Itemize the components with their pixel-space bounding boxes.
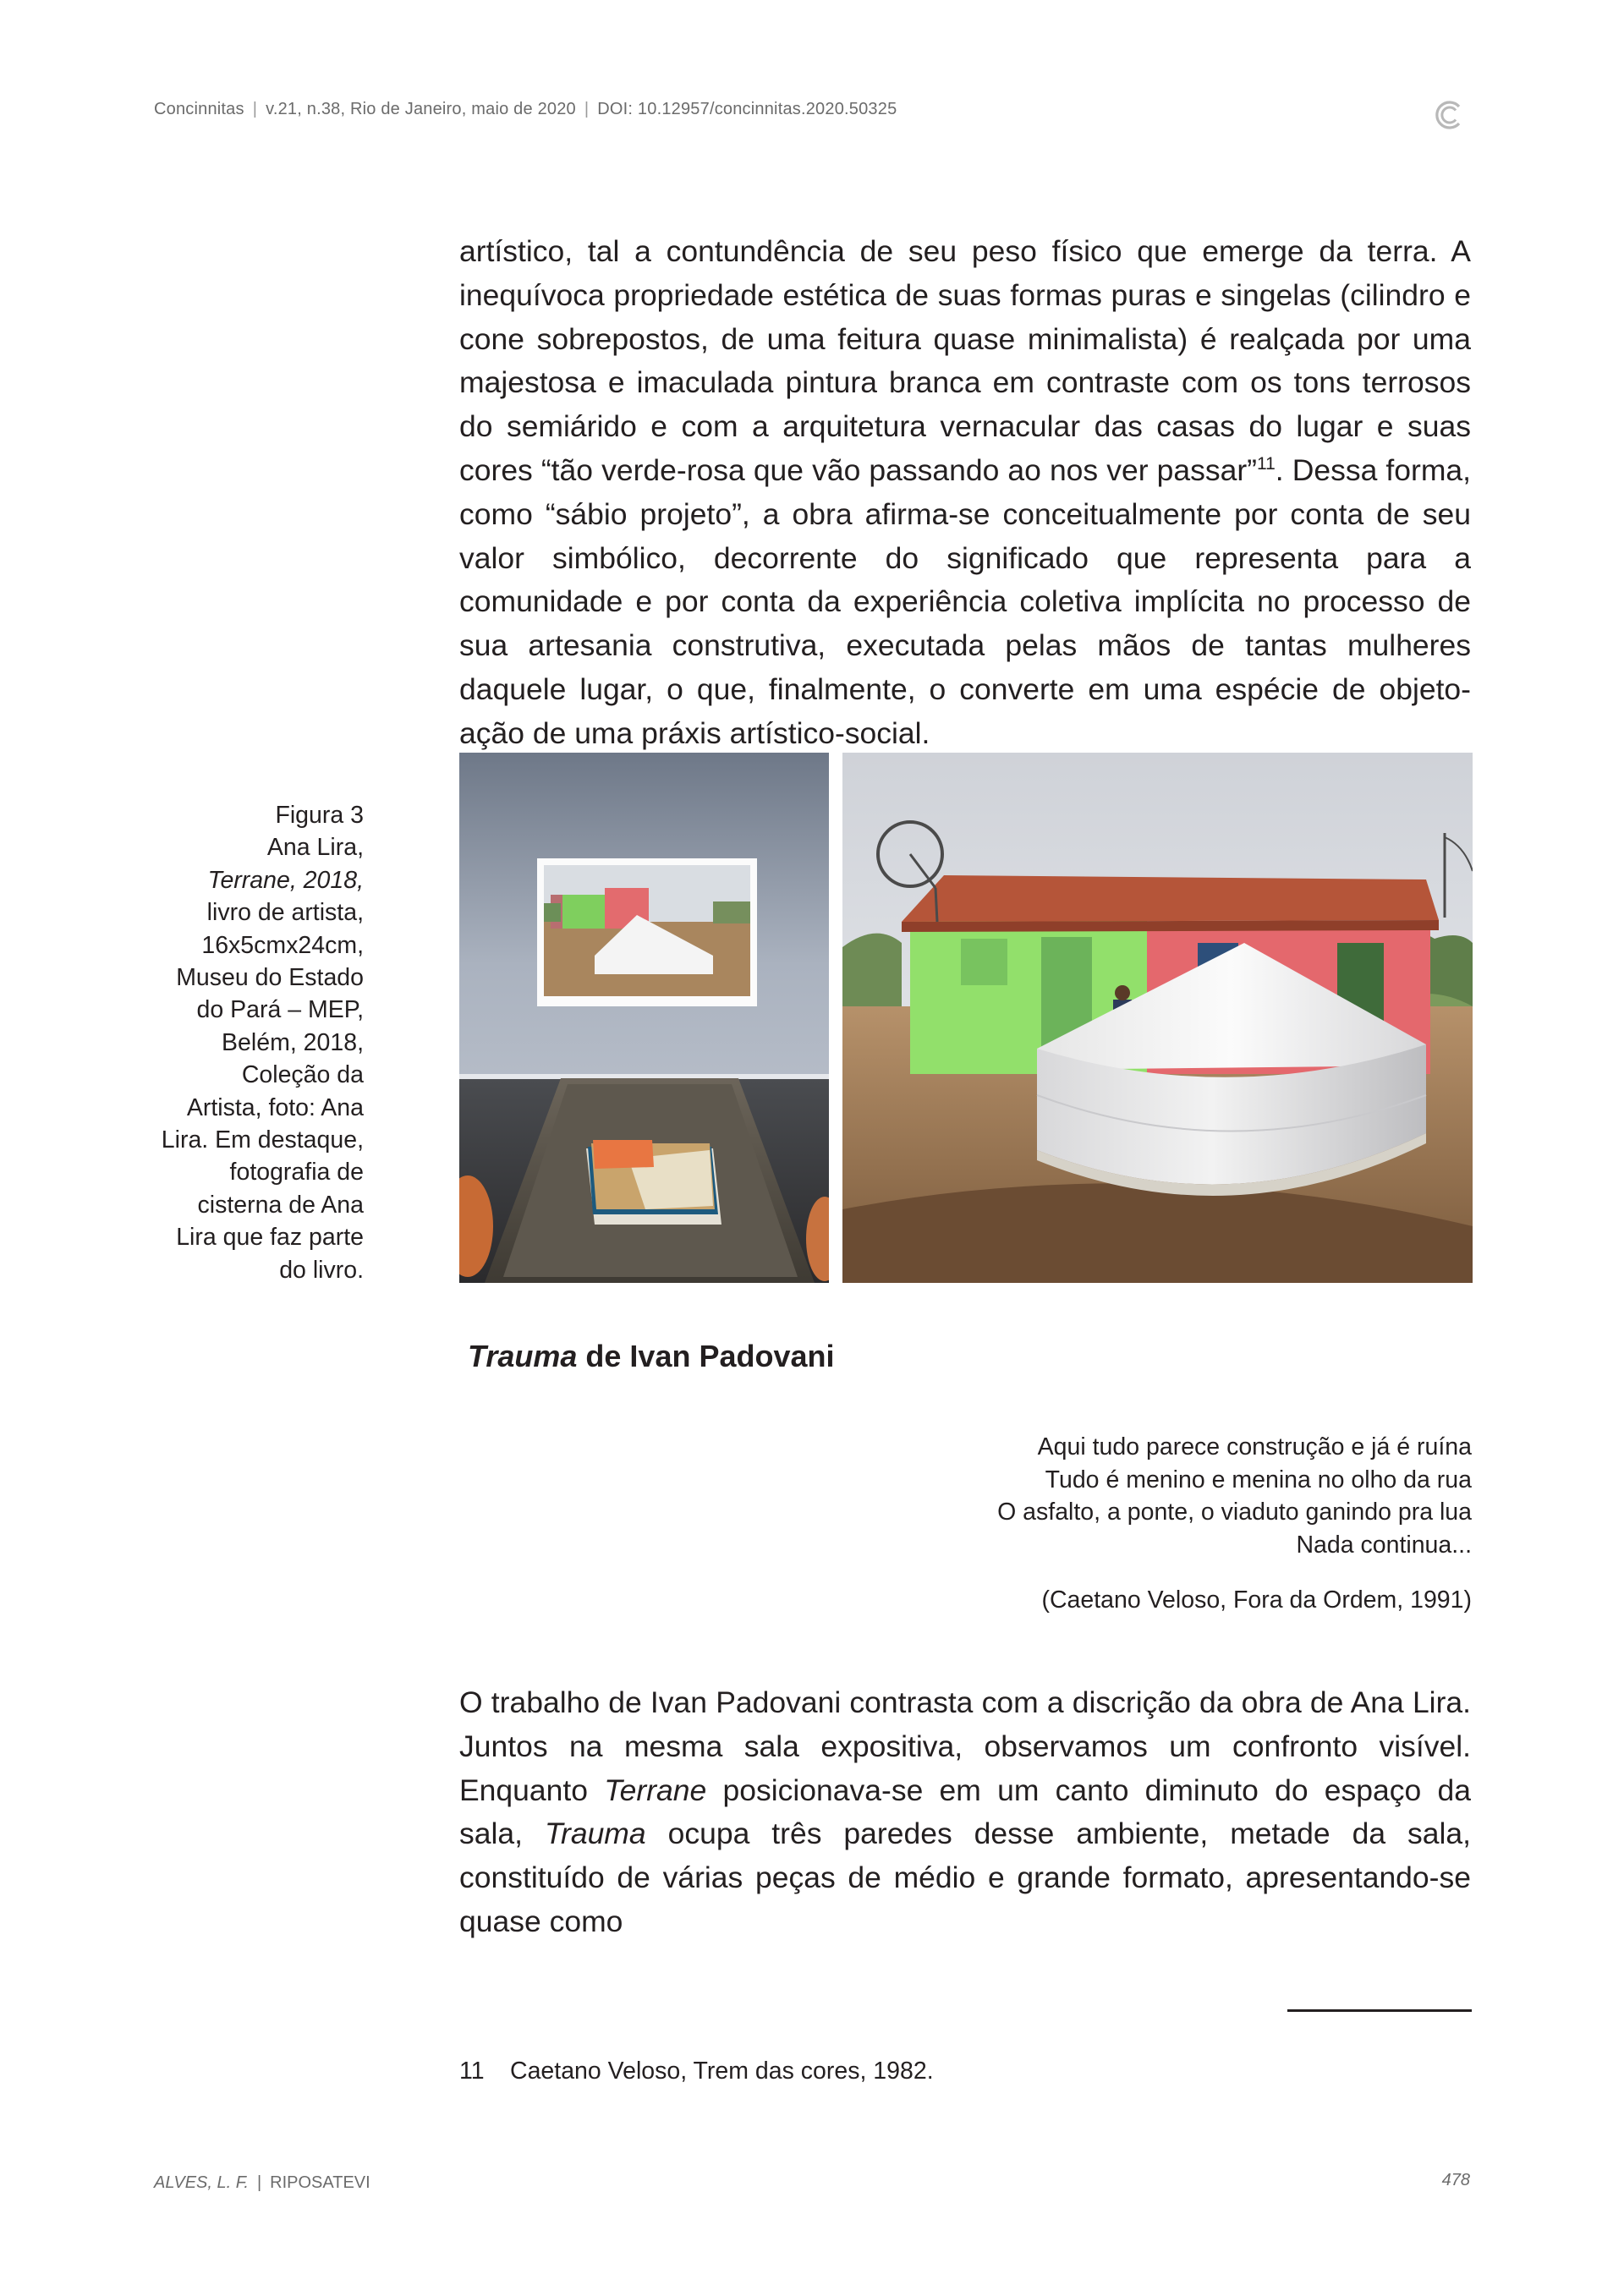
footnote-divider [1287,2009,1472,2012]
footnote [459,2058,934,2085]
caption-line: Lira que faz parte [176,1224,364,1252]
epigraph-citation: (Caetano Veloso, Fora da Ordem, 1991) [1041,1586,1472,1614]
section-heading-italic: Trauma [468,1339,578,1373]
paragraph-text: O trabalho de Ivan Padovani contrasta com a discrição da obra de Ana Lira. Juntos na mesma sala expositiva, observamos um confronto visível. Enquanto [459,1685,1471,1807]
running-footer [154,2173,370,2193]
epigraph [997,1431,1472,1561]
caption-line: Ana Lira, [266,834,364,862]
footer-author: ALVES, L. F. [154,2173,249,2192]
figure-caption [144,799,364,1286]
cistern-photo [842,753,1473,1283]
caption-line: Coleção da [241,1061,364,1089]
epigraph-line: Tudo é menino e menina no olho da rua [1045,1466,1472,1493]
caption-line: 16x5cmx24cm, [201,931,364,959]
paragraph-text: ocupa três paredes desse ambiente, metade da sala, constituído de várias peças de médio e grande formato, apresentando-se quase como [459,1817,1471,1938]
footnote-number: 11 [459,2058,485,2085]
epigraph-line: Nada continua... [1296,1531,1472,1559]
epigraph-line: Aqui tudo parece construção e já é ruína [1037,1433,1472,1460]
caption-line: Belém, 2018, [222,1028,364,1056]
caption-line: Artista, foto: Ana [186,1093,364,1121]
journal-doi: DOI: 10.12957/concinnitas.2020.50325 [597,100,897,118]
paragraph-text: artístico, tal a contundência de seu peso físico que emerge da terra. A inequívoca propriedade estética de suas formas puras e singelas (cilindro e cone sobrepostos, de uma feitura quase minimalista) é realçada por uma majestosa e imaculada pintura branca em contraste com os tons terrosos do semiárido e com a arquitetura vernacular das casas do lugar e suas cores “tão verde-rosa que vão passando ao nos ver passar” [459,234,1471,487]
caption-line: do livro. [279,1256,364,1284]
caption-line: fotografia de [229,1159,364,1186]
caption-line: livro de artista, [206,899,364,927]
caption-line: Lira. Em destaque, [161,1126,364,1154]
body-paragraph-1 [459,230,1471,756]
section-heading-text: de Ivan Padovani [577,1339,835,1373]
journal-volume: v.21, n.38, Rio de Janeiro, maio de 2020 [266,100,576,118]
gallery-photo [459,753,829,1283]
epigraph-line: O asfalto, a ponte, o viaduto ganindo pra lua [997,1499,1472,1526]
gallery-photo-image [459,753,829,1283]
cistern-photo-image [842,753,1473,1283]
footnote-reference[interactable]: 11 [1256,454,1276,474]
paragraph-italic-text: Trauma [544,1817,646,1851]
footer-title: RIPOSATEVI [270,2173,370,2192]
footer-separator: | [256,2173,262,2192]
running-header: Concinnitas | v.21, n.38, Rio de Janeiro, maio de 2020 | DOI: 10.12957/concinnitas.2020.50325 [154,100,897,118]
caption-line: Terrane, 2018, [207,866,364,894]
caption-line: Museu do Estado [176,964,364,992]
paragraph-text: posicionava-se em um canto diminuto do espaço da sala, [459,1773,1471,1851]
section-heading [468,1339,835,1374]
page-number: 478 [1441,2171,1470,2189]
caption-line: cisterna de Ana [197,1191,364,1219]
caption-line: Figura 3 [275,802,364,829]
concinnitas-c-logo-icon [1433,98,1467,132]
footnote-text: Caetano Veloso, Trem das cores, 1982. [510,2058,934,2085]
journal-name: Concinnitas [154,100,244,118]
body-paragraph-2 [459,1681,1471,1944]
paragraph-italic-text: Terrane [604,1773,707,1807]
paragraph-text: . Dessa forma, como “sábio projeto”, a obra afirma-se conceitualmente por conta de seu valor simbólico, decorrente do significado que representa para a comunidade e por conta da experiência coletiva implícita no processo de sua artesania construtiva, executada pelas mãos de tantas mulheres daquele lugar, o que, finalmente, o converte em uma espécie de objeto-ação de uma práxis artístico-social. [459,452,1471,750]
caption-line: do Pará – MEP, [196,996,364,1024]
